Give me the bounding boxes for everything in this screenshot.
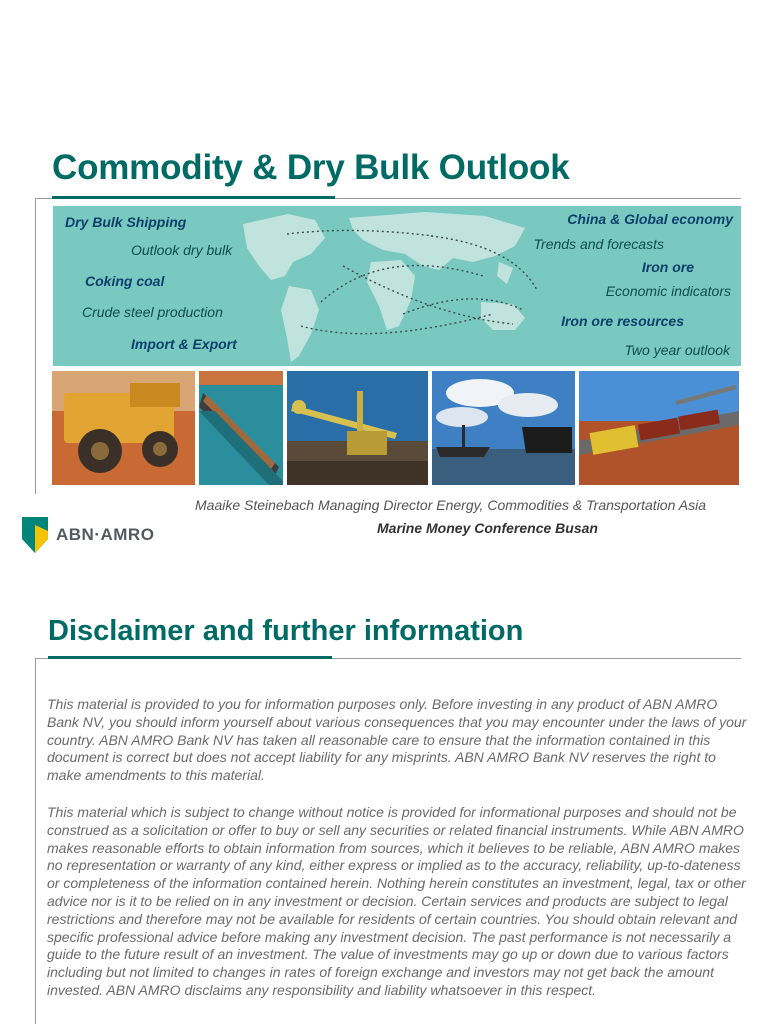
topic-iron-ore: Iron ore	[641, 259, 694, 275]
topic-economic-indicators: Economic indicators	[605, 283, 731, 299]
abn-amro-logo	[22, 517, 154, 553]
topic-china-global: China & Global economy	[567, 211, 733, 227]
topic-trends-forecasts: Trends and forecasts	[533, 236, 664, 252]
topics-banner	[53, 206, 741, 366]
event-caption: Marine Money Conference Busan	[377, 520, 598, 536]
mining-haul-truck-photo	[52, 371, 195, 485]
slide-title: Commodity & Dry Bulk Outlook	[52, 148, 570, 187]
ore-train-photo	[579, 371, 739, 485]
stacker-reclaimer-photo	[287, 371, 428, 485]
title-divider	[335, 198, 741, 199]
disclaimer-title-divider	[332, 658, 741, 659]
left-divider-top	[35, 198, 52, 199]
presenter-caption: Maaike Steinebach Managing Director Energy, Commodities & Transportation Asia	[195, 497, 706, 513]
disclaimer-title: Disclaimer and further information	[48, 615, 524, 647]
topic-two-year-outlook: Two year outlook	[624, 342, 730, 358]
topic-outlook-dry-bulk: Outlook dry bulk	[131, 242, 233, 258]
abn-amro-shield-icon	[22, 517, 48, 553]
topic-iron-ore-resources: Iron ore resources	[561, 313, 684, 329]
disclaimer-left-divider-top	[35, 658, 48, 659]
topic-coking-coal: Coking coal	[85, 273, 165, 289]
disclaimer-title-underline	[48, 656, 332, 659]
port-loading-photo	[432, 371, 575, 485]
logo-text: ABN·AMRO	[56, 525, 155, 544]
title-underline	[52, 196, 335, 199]
disclaimer-left-divider	[35, 658, 36, 1024]
left-divider	[35, 198, 36, 494]
disclaimer-paragraph: This material which is subject to change without notice is provided for informational purposes and should not be construed as a solicitation or offer to buy or sell any securities or related financial instruments. While ABN AMRO makes reasonable efforts to obtain information from sources, which it believes to be reliable, ABN AMRO makes no representation or warranty of any kind, either express or implied as to the accuracy, reliability, up-to-dateness or completeness of the information contained herein. Nothing herein constitutes an investment, legal, tax or other advice nor is it to be relied on in any investment or decision. Certain services and products are subject to legal restrictions and therefore may not be available for residents of certain countries. You should obtain relevant and specific professional advice before making any investment decision. The past performance is not necessarily a guide to the future result of an investment. The value of investments may go up or down due to various factors including but not limited to changes in rates of foreign exchange and investors may not get back the amount invested. ABN AMRO disclaims any responsibility and liability whatsoever in this respect.	[47, 804, 746, 998]
bulk-carrier-ship-photo	[199, 371, 283, 485]
topic-dry-bulk-shipping: Dry Bulk Shipping	[65, 214, 187, 230]
topic-import-export: Import & Export	[131, 336, 237, 352]
topic-crude-steel: Crude steel production	[82, 304, 223, 320]
disclaimer-paragraph: This material is provided to you for information purposes only. Before investing in any product of ABN AMRO Bank NV, you should inform yourself about various consequences that you may encounter under the laws of your country. ABN AMRO Bank NV has taken all reasonable care to ensure that the information contained in this document is correct but does not accept liability for any misprints. ABN AMRO Bank NV reserves the right to make amendments to this material.	[47, 696, 747, 784]
